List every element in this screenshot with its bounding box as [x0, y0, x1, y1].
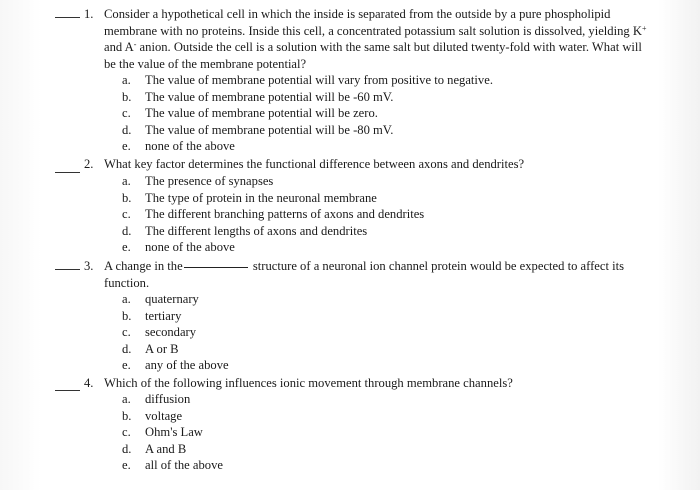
- option-item[interactable]: [122, 441, 223, 458]
- option-letter: d.: [122, 223, 132, 238]
- option-text: tertiary: [145, 308, 182, 323]
- question-1-number: 1.: [84, 7, 94, 21]
- question-3-options: [122, 291, 229, 374]
- option-letter: a.: [122, 73, 131, 87]
- question-1-options: [122, 72, 493, 155]
- option-letter: a.: [122, 292, 131, 306]
- option-item[interactable]: [122, 408, 223, 425]
- option-item[interactable]: [122, 173, 424, 190]
- option-text: any of the above: [145, 358, 229, 373]
- option-letter: c.: [122, 106, 131, 121]
- option-item[interactable]: [122, 190, 424, 207]
- option-letter: b.: [122, 190, 132, 205]
- option-item[interactable]: [122, 457, 223, 474]
- option-text: none of the above: [145, 240, 235, 255]
- question-4-stem: [84, 375, 649, 392]
- option-text: voltage: [145, 408, 183, 423]
- option-item[interactable]: [122, 223, 424, 240]
- option-letter: d.: [122, 122, 132, 137]
- answer-blank-1[interactable]: [55, 17, 80, 18]
- option-letter: b.: [122, 308, 132, 323]
- question-2-stem: [84, 156, 649, 173]
- option-text: Ohm's Law: [145, 425, 203, 440]
- option-letter: a.: [122, 392, 131, 406]
- option-text: The type of protein in the neuronal membrane: [145, 190, 377, 205]
- option-item[interactable]: [122, 138, 493, 155]
- question-4-text: Which of the following influences ionic movement through membrane channels?: [104, 376, 513, 390]
- option-text: A or B: [145, 341, 179, 356]
- question-1-text-part2: and A: [104, 40, 134, 55]
- question-3-text-after: structure of a neuronal ion channel protein would be expected to affect its function.: [104, 259, 624, 290]
- option-item[interactable]: [122, 206, 424, 223]
- question-3-text-before: A change in the: [104, 259, 183, 273]
- option-letter: a.: [122, 174, 131, 188]
- option-letter: c.: [122, 207, 131, 222]
- option-text: The different branching patterns of axons and dendrites: [145, 207, 425, 222]
- option-item[interactable]: [122, 122, 493, 139]
- option-item[interactable]: [122, 105, 493, 122]
- option-text: The different lengths of axons and dendrites: [145, 223, 368, 238]
- option-letter: e.: [122, 240, 131, 255]
- option-text: diffusion: [145, 392, 191, 406]
- question-4-number: 4.: [84, 376, 94, 390]
- option-letter: d.: [122, 441, 132, 456]
- option-letter: b.: [122, 89, 132, 104]
- option-text: The presence of synapses: [145, 174, 274, 188]
- option-text: The value of membrane potential will be -80 mV.: [145, 122, 394, 137]
- question-3-stem: [84, 258, 624, 291]
- question-2-options: [122, 173, 424, 256]
- option-item[interactable]: [122, 357, 229, 374]
- option-letter: e.: [122, 139, 131, 154]
- option-text: all of the above: [145, 458, 223, 473]
- option-text: The value of membrane potential will vary from positive to negative.: [145, 73, 493, 87]
- option-letter: b.: [122, 408, 132, 423]
- option-item[interactable]: [122, 391, 223, 408]
- fill-in-blank[interactable]: [184, 267, 248, 268]
- answer-blank-3[interactable]: [55, 269, 80, 270]
- option-text: none of the above: [145, 139, 235, 154]
- option-item[interactable]: [122, 324, 229, 341]
- superscript-plus: +: [641, 23, 647, 33]
- option-text: secondary: [145, 325, 197, 340]
- option-letter: c.: [122, 325, 131, 340]
- option-item[interactable]: [122, 89, 493, 106]
- answer-blank-2[interactable]: [55, 172, 80, 173]
- question-1-text-part3: anion. Outside the cell is a solution with the same salt but diluted twenty-fold with water. What will be the value of the membrane potential?: [104, 40, 642, 71]
- question-3-number: 3.: [84, 259, 94, 273]
- option-item[interactable]: [122, 308, 229, 325]
- option-letter: d.: [122, 341, 132, 356]
- question-1-text-part1: Consider a hypothetical cell in which the inside is separated from the outside by a pure phospholipid membrane with no proteins. Inside this cell, a concentrated potassium salt solution is dissolved, yielding K: [104, 7, 642, 38]
- option-item[interactable]: [122, 424, 223, 441]
- option-letter: e.: [122, 358, 131, 373]
- option-text: The value of membrane potential will be -60 mV.: [145, 89, 394, 104]
- option-text: A and B: [145, 441, 187, 456]
- option-text: quaternary: [145, 292, 199, 306]
- question-4-options: [122, 391, 223, 474]
- option-letter: e.: [122, 458, 131, 473]
- option-item[interactable]: [122, 239, 424, 256]
- answer-blank-4[interactable]: [55, 390, 80, 391]
- option-text: The value of membrane potential will be zero.: [145, 106, 378, 121]
- option-letter: c.: [122, 425, 131, 440]
- superscript-minus: -: [133, 40, 137, 50]
- option-item[interactable]: [122, 341, 229, 358]
- question-2-number: 2.: [84, 157, 94, 171]
- question-2-text: What key factor determines the functional difference between axons and dendrites?: [104, 157, 525, 171]
- question-1-stem: [84, 6, 649, 72]
- option-item[interactable]: [122, 72, 493, 89]
- option-item[interactable]: [122, 291, 229, 308]
